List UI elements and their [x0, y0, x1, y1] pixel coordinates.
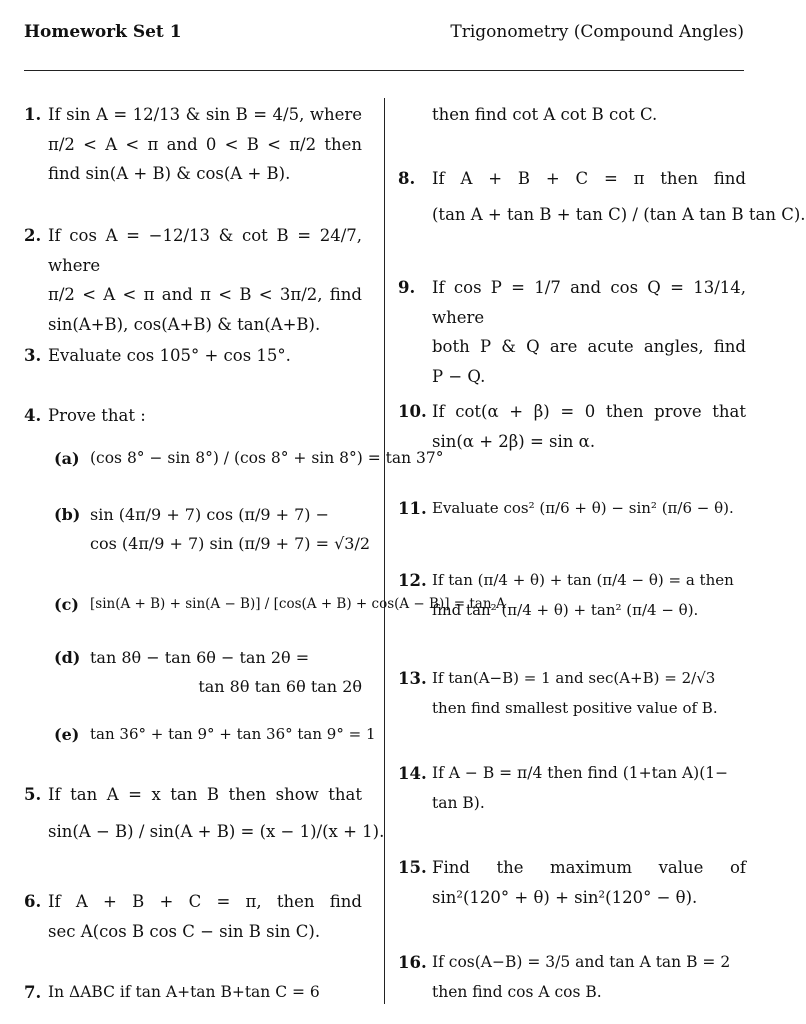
problem-12	[398, 566, 746, 625]
problem-number: 11.	[398, 499, 427, 518]
problem-4b	[54, 500, 371, 558]
problem-text-line: Find the maximum value of	[432, 858, 746, 877]
problem-13	[398, 664, 746, 723]
problem-text-line: then find cot A cot B cot C.	[432, 105, 658, 124]
problem-4a	[54, 444, 444, 473]
problem-text-line: Evaluate cos 105° + cos 15°.	[48, 346, 291, 365]
problem-number: 10.	[398, 402, 427, 421]
problem-text-line: tan B).	[432, 793, 485, 812]
problem-text-line: then find smallest positive value of B.	[432, 698, 718, 717]
problem-number: 8.	[398, 169, 416, 188]
problem-text-line: find sin(A + B) & cos(A + B).	[48, 164, 291, 183]
subpart-text-line: cos (4π/9 + 7) sin (π/9 + 7) = √3/2	[90, 534, 371, 553]
problem-text-line: sin²(120° + θ) + sin²(120° − θ).	[432, 887, 698, 907]
problem-number: 5.	[24, 785, 42, 804]
subpart-text-line: tan 36° + tan 9° + tan 36° tan 9° = 1	[90, 725, 376, 743]
subpart-text-line: [sin(A + B) + sin(A − B)] / [cos(A + B) + cos(A − B)] = tan A	[90, 596, 506, 612]
problem-text-line: If cos A = −12/13 & cot B = 24/7, where	[48, 226, 362, 275]
problem-text-line: If cos P = 1/7 and cos Q = 13/14, where	[432, 278, 746, 327]
problem-text-line: (tan A + tan B + tan C) / (tan A tan B tan C).	[432, 204, 806, 224]
problem-number: 9.	[398, 278, 416, 297]
subpart-text-line: tan 8θ − tan 6θ − tan 2θ =	[90, 648, 310, 667]
subpart-text-line: sin (4π/9 + 7) cos (π/9 + 7) −	[90, 505, 330, 524]
problem-3	[24, 341, 362, 371]
problem-text-line: then find cos A cos B.	[432, 982, 602, 1001]
problem-text-line: P − Q.	[432, 366, 486, 386]
problem-text-line: If A − B = π/4 then find (1+tan A)(1−	[432, 764, 729, 782]
homework-title: Homework Set 1	[24, 22, 182, 42]
problem-9	[398, 273, 746, 391]
problem-text-line: If tan(A−B) = 1 and sec(A+B) = 2/√3	[432, 669, 716, 687]
problem-5	[24, 780, 385, 854]
problem-11	[398, 494, 746, 524]
problem-14	[398, 759, 746, 818]
problem-4c	[54, 590, 506, 619]
problem-6	[24, 887, 362, 946]
problem-text-line: sec A(cos B cos C − sin B sin C).	[48, 921, 321, 941]
problem-text-line: If A + B + C = π then find	[432, 169, 746, 188]
problem-number: 2.	[24, 226, 42, 245]
problem-number: 6.	[24, 892, 42, 911]
problem-4e	[54, 720, 376, 749]
problem-text-line: both P & Q are acute angles, find	[432, 337, 746, 356]
problem-text-line: sin(A+B), cos(A+B) & tan(A+B).	[48, 314, 321, 334]
page-header	[24, 22, 744, 48]
problem-number: 1.	[24, 105, 42, 124]
problem-number: 7.	[24, 983, 42, 1002]
column-divider	[384, 98, 385, 1004]
problem-1	[24, 100, 362, 189]
subpart-text-line: tan 8θ tan 6θ tan 2θ	[198, 677, 362, 696]
problem-4	[24, 401, 362, 431]
problem-text-line: If sin A = 12/13 & sin B = 4/5, where	[48, 105, 362, 124]
problem-7-continued	[398, 100, 746, 130]
problem-text-line: π/2 < A < π and 0 < B < π/2 then	[48, 134, 362, 154]
problem-number: 3.	[24, 346, 42, 365]
problem-number: 15.	[398, 858, 427, 877]
subpart-text-line: (cos 8° − sin 8°) / (cos 8° + sin 8°) = tan 37°	[90, 449, 444, 467]
problem-text-line: Evaluate cos² (π/6 + θ) − sin² (π/6 − θ).	[432, 499, 734, 517]
subpart-label: (d)	[54, 648, 81, 667]
problem-text-line: If tan (π/4 + θ) + tan (π/4 − θ) = a then	[432, 571, 734, 589]
problem-text-line: In ΔABC if tan A+tan B+tan C = 6	[48, 983, 320, 1001]
problem-number: 4.	[24, 406, 42, 425]
problem-text-line: sin(α + 2β) = sin α.	[432, 431, 596, 451]
problem-10	[398, 397, 746, 456]
problem-number: 13.	[398, 669, 427, 688]
problem-number: 14.	[398, 764, 427, 783]
header-divider	[24, 70, 744, 71]
problem-text-line: If cot(α + β) = 0 then prove that	[432, 402, 746, 421]
problem-7	[24, 978, 362, 1008]
subpart-label: (a)	[54, 449, 80, 468]
topic-title: Trigonometry (Compound Angles)	[450, 22, 744, 42]
subpart-label: (c)	[54, 595, 79, 614]
problem-text-line: π/2 < A < π and π < B < 3π/2, find	[48, 285, 362, 304]
problem-text-line: If cos(A−B) = 3/5 and tan A tan B = 2	[432, 953, 731, 971]
subpart-label: (b)	[54, 505, 81, 524]
problem-text-line: If tan A = x tan B then show that	[48, 785, 362, 804]
problem-text-line: find tan² (π/4 + θ) + tan² (π/4 − θ).	[432, 600, 699, 619]
problem-text-line: sin(A − B) / sin(A + B) = (x − 1)/(x + 1).	[48, 821, 385, 841]
problem-number: 16.	[398, 953, 427, 972]
problem-2	[24, 221, 362, 339]
problem-15	[398, 853, 746, 912]
problem-8	[398, 164, 806, 236]
problem-text-line: Prove that :	[48, 406, 146, 425]
problem-16	[398, 948, 746, 1007]
problem-number: 12.	[398, 571, 427, 590]
problem-4d	[54, 643, 362, 701]
subpart-label: (e)	[54, 725, 80, 744]
problem-text-line: If A + B + C = π, then find	[48, 892, 362, 911]
